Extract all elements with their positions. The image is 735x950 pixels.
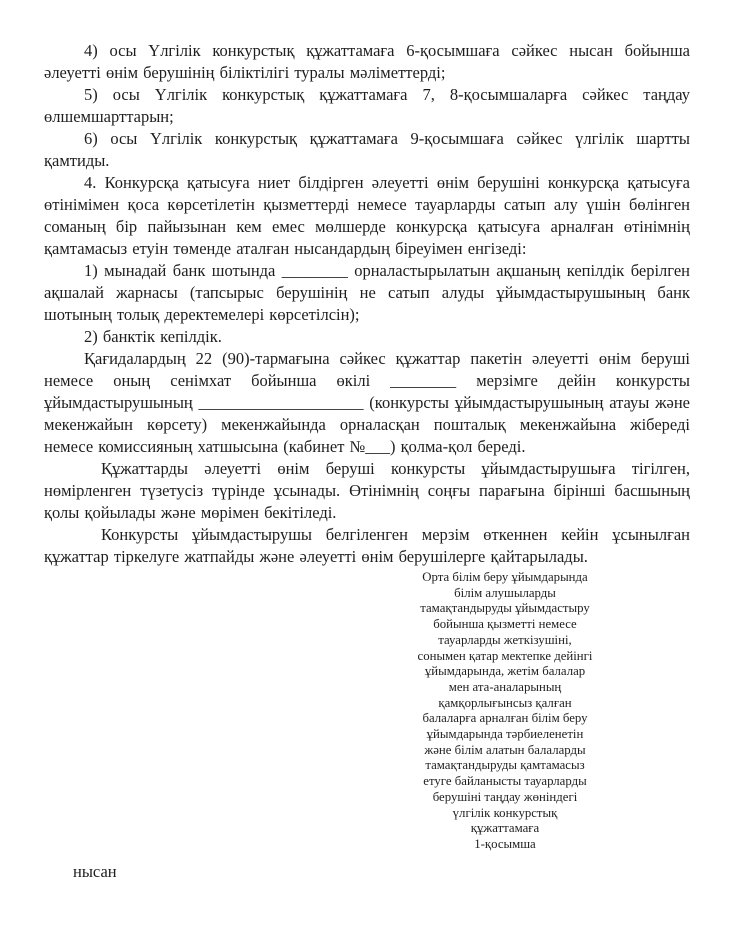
appendix-line: ұйымдарында, жетім балалар [424,664,586,679]
appendix-number: 1-қосымша [474,836,536,851]
appendix-line: тауарларды жеткізушіні, [438,632,572,647]
appendix-line: сонымен қатар мектепке дейінгі [417,648,593,663]
paragraph-clause-4: 4. Конкурсқа қатысуға ниет білдірген әлеуетті өнім берушіні конкурсқа қатысуға өтінімімен қоса көрсетілетін қызметтерді немесе тауарларды сатып алу үшін бөлінген соманың бір пайызынан кем емес мөлшерде конкурсқа қатысуға арналған өтінімнің қамтамасыз етуін төменде аталған нысандардың біреуімен енгізеді: [44,173,690,258]
appendix-reference-block [365,570,645,853]
paragraph-documents-submission: Құжаттарды әлеуетті өнім беруші конкурсты ұйымдастырушыға тігілген, нөмірленген түзетусіз түрінде ұсынады. Өтінімнің соңғы парағына бірінші басшының қолы қойылады және мөрімен бекітіледі. [44,459,690,522]
paragraph-item-5: 5) осы Үлгілік конкурстық құжаттамаға 7, 8-қосымшаларға сәйкес таңдау өлшемшарттарын; [44,85,690,126]
document-body [44,40,690,568]
appendix-line: тамақтандыруды ұйымдастыру [420,601,590,616]
appendix-line: Орта білім беру ұйымдарында [422,570,588,584]
appendix-line: балаларға арналған білім беру [422,711,588,726]
paragraph-item-4: 4) осы Үлгілік конкурстық құжаттамаға 6-қосымшаға сәйкес нысан бойынша әлеуетті өнім берушінің біліктілігі туралы мәліметтерді; [44,41,690,82]
paragraph-subitem-1: 1) мынадай банк шотында ________ орналастырылатын ақшаның кепілдік берілген ақшалай жарнасы (тапсырыс берушінің не сатып алуды ұйымдастырушының банк шотының толық деректемелері көрсетілсін); [44,261,690,324]
appendix-line: бойынша қызметті немесе [433,617,577,632]
appendix-line: етуге байланысты тауарларды [423,774,587,789]
appendix-line: мен ата-аналарының [448,679,562,694]
paragraph-item-6: 6) осы Үлгілік конкурстық құжаттамаға 9-қосымшаға сәйкес үлгілік шартты қамтиды. [44,129,690,170]
form-label: нысан [73,861,117,881]
appendix-line: берушіні таңдау жөніндегі [432,789,578,804]
appendix-line: қамқорлығынсыз қалған [438,695,572,710]
appendix-line: құжаттамаға [470,821,540,836]
appendix-line: білім алушыларды [454,585,556,600]
appendix-line: ұйымдарында тәрбиеленетін [426,727,584,742]
appendix-line: және білім алатын балаларды [424,742,586,757]
paragraph-rules-22-90: Қағидалардың 22 (90)-тармағына сәйкес құжаттар пакетін әлеуетті өнім беруші немесе оның сенімхат бойынша өкілі ________ мерзімге дейін конкурсты ұйымдастырушының ____________________ (конкурсты ұйымдастырушының атауы және мекенжайын көрсету) мекенжайында орналасқан пошталық мекенжайына жібереді немесе комиссияның хатшысына (кабинет №___) қолма-қол береді. [44,349,690,456]
paragraph-late-documents: Конкурсты ұйымдастырушы белгіленген мерзім өткеннен кейін ұсынылған құжаттар тіркелуге жатпайды және әлеуетті өнім берушілерге қайтарылады. [44,525,690,566]
appendix-line: үлгілік конкурстық [452,805,558,820]
appendix-line: тамақтандыруды қамтамасыз [425,758,585,773]
paragraph-subitem-2: 2) банктік кепілдік. [84,327,222,346]
